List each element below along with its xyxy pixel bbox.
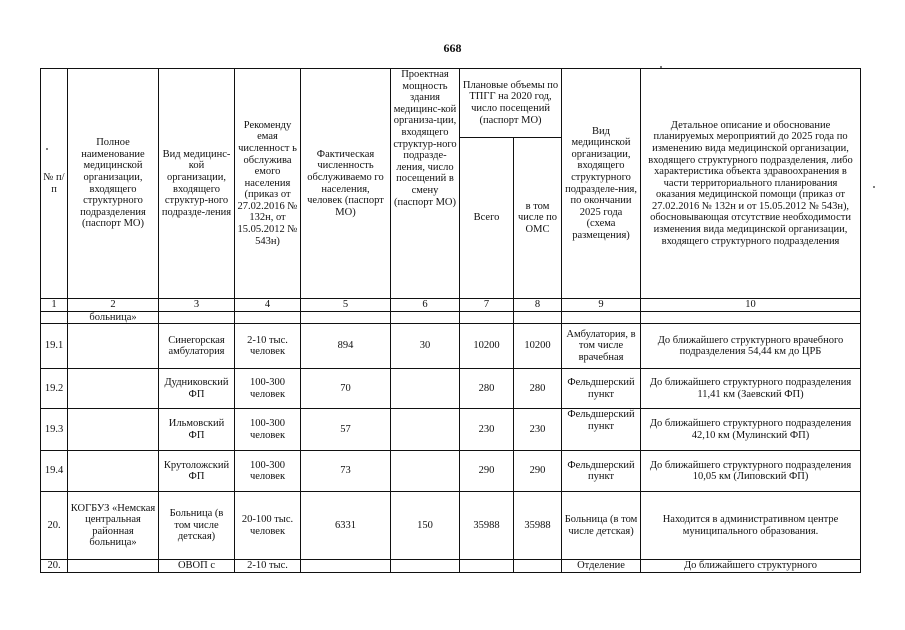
row-num: 19.2: [41, 369, 68, 409]
row-name: [68, 560, 159, 573]
row-capacity: 150: [391, 492, 460, 560]
row-type-2025: Амбулатория, в том числе врачебная: [562, 324, 641, 369]
header-planned-volumes: Плановые объемы по ТПГГ на 2020 год, число посещений (паспорт МО): [460, 69, 562, 138]
empty-cell: [301, 311, 391, 324]
row-recommended: 20-100 тыс. человек: [235, 492, 301, 560]
row-actual: 6331: [301, 492, 391, 560]
header-type-2025: Вид медицинской организации, входящего структурного подразделе-ния, по окончании 2025 года (схема размещения): [562, 69, 641, 299]
scan-speck: [46, 148, 48, 150]
table-row: [41, 492, 861, 560]
row-oms: 230: [514, 409, 562, 451]
row-description: До ближайшего структурного подразделения 11,41 км (Заевский ФП): [641, 369, 861, 409]
column-number: 4: [235, 299, 301, 312]
row-name: [68, 324, 159, 369]
header-oms: в том числе по ОМС: [514, 138, 562, 299]
header-capacity: Проектная мощность здания медицинс-кой организа-ции, входящего структур-ного подразде-ления, число посещений в смену (паспорт МО): [391, 69, 460, 299]
row-total: 280: [460, 369, 514, 409]
column-number: 8: [514, 299, 562, 312]
hospital-table: [40, 68, 861, 573]
row-description: До ближайшего структурного: [641, 560, 861, 573]
header-full-name: Полное наименование медицинской организации, входящего структурного подразделения (паспорт МО): [68, 69, 159, 299]
row-actual: [301, 560, 391, 573]
empty-cell: [562, 311, 641, 324]
empty-cell: [460, 311, 514, 324]
row-capacity: [391, 369, 460, 409]
row-total: 290: [460, 451, 514, 492]
header-recommended-population: Рекоменду емая численност ь обслужива емого населения (приказ от 27.02.2016 № 132н, от 15.05.2012 № 543н): [235, 69, 301, 299]
row-total: 10200: [460, 324, 514, 369]
row-oms: 290: [514, 451, 562, 492]
continuation-text: больница»: [68, 311, 159, 324]
row-recommended: 100-300 человек: [235, 451, 301, 492]
row-num: 20.: [41, 560, 68, 573]
row-oms: 280: [514, 369, 562, 409]
continuation-row: [41, 311, 861, 324]
row-type-2025: Больница (в том числе детская): [562, 492, 641, 560]
column-number: 7: [460, 299, 514, 312]
column-number: 3: [159, 299, 235, 312]
row-type: Синегорская амбулатория: [159, 324, 235, 369]
row-actual: 73: [301, 451, 391, 492]
column-number: 9: [562, 299, 641, 312]
row-name: [68, 409, 159, 451]
empty-cell: [641, 311, 861, 324]
scan-speck: [660, 66, 662, 68]
column-number: 10: [641, 299, 861, 312]
row-recommended: 2-10 тыс. человек: [235, 324, 301, 369]
row-num: 19.1: [41, 324, 68, 369]
row-type-2025: Отделение: [562, 560, 641, 573]
row-total: [460, 560, 514, 573]
row-description: До ближайшего структурного подразделения 42,10 км (Мулинский ФП): [641, 409, 861, 451]
row-type: Ильмовский ФП: [159, 409, 235, 451]
header-num: № п/п: [41, 69, 68, 299]
row-actual: 70: [301, 369, 391, 409]
table-row: [41, 409, 861, 451]
row-type: ОВОП с: [159, 560, 235, 573]
row-capacity: 30: [391, 324, 460, 369]
empty-cell: [159, 311, 235, 324]
row-recommended: 100-300 человек: [235, 369, 301, 409]
empty-cell: [391, 311, 460, 324]
table-row: [41, 451, 861, 492]
row-num: 19.4: [41, 451, 68, 492]
row-actual: 894: [301, 324, 391, 369]
row-name: КОГБУЗ «Немская центральная районная больница»: [68, 492, 159, 560]
header-type: Вид медицинс-кой организации, входящего структур-ного подразде-ления: [159, 69, 235, 299]
row-type: Дудниковский ФП: [159, 369, 235, 409]
row-total: 35988: [460, 492, 514, 560]
table-row: [41, 560, 861, 573]
column-number: 6: [391, 299, 460, 312]
row-name: [68, 369, 159, 409]
row-oms: 35988: [514, 492, 562, 560]
row-oms: [514, 560, 562, 573]
row-num: 19.3: [41, 409, 68, 451]
column-number: 1: [41, 299, 68, 312]
row-recommended: 100-300 человек: [235, 409, 301, 451]
row-actual: 57: [301, 409, 391, 451]
row-description: До ближайшего структурного врачебного подразделения 54,44 км до ЦРБ: [641, 324, 861, 369]
table-row: [41, 369, 861, 409]
table-row: [41, 324, 861, 369]
row-capacity: [391, 560, 460, 573]
row-type-2025: Фельдшерский пункт: [562, 451, 641, 492]
row-num: 20.: [41, 492, 68, 560]
row-type-2025: Фельдшерский пункт: [562, 409, 641, 451]
row-name: [68, 451, 159, 492]
row-capacity: [391, 451, 460, 492]
row-total: 230: [460, 409, 514, 451]
row-recommended: 2-10 тыс.: [235, 560, 301, 573]
column-number: 2: [68, 299, 159, 312]
header-actual-population: Фактическая численность обслуживаемо го населения, человек (паспорт МО): [301, 69, 391, 299]
page-number: 668: [443, 41, 462, 55]
empty-cell: [235, 311, 301, 324]
scan-speck: [873, 186, 875, 188]
row-type: Больница (в том числе детская): [159, 492, 235, 560]
row-description: До ближайшего структурного подразделения 10,05 км (Липовский ФП): [641, 451, 861, 492]
row-description: Находится в административном центре муниципального образования.: [641, 492, 861, 560]
row-type: Крутоложский ФП: [159, 451, 235, 492]
column-numbers-row: [41, 299, 861, 312]
row-oms: 10200: [514, 324, 562, 369]
column-number: 5: [301, 299, 391, 312]
header-description: Детальное описание и обоснование планируемых мероприятий до 2025 года по изменению вида медицинской организации, входящего структурного подразделения, либо характеристика объекта здравоохранения в части территориального планирования оказания медицинской помощи (приказ от 27.02.2016 № 132н и от 15.05.2012 № 543н), обосновывающая отсутствие необходимости изменения вида медицинской организации, входящего структурного подразделения: [641, 69, 861, 299]
row-capacity: [391, 409, 460, 451]
empty-cell: [41, 311, 68, 324]
empty-cell: [514, 311, 562, 324]
header-total: Всего: [460, 138, 514, 299]
row-type-2025: Фельдшерский пункт: [562, 369, 641, 409]
